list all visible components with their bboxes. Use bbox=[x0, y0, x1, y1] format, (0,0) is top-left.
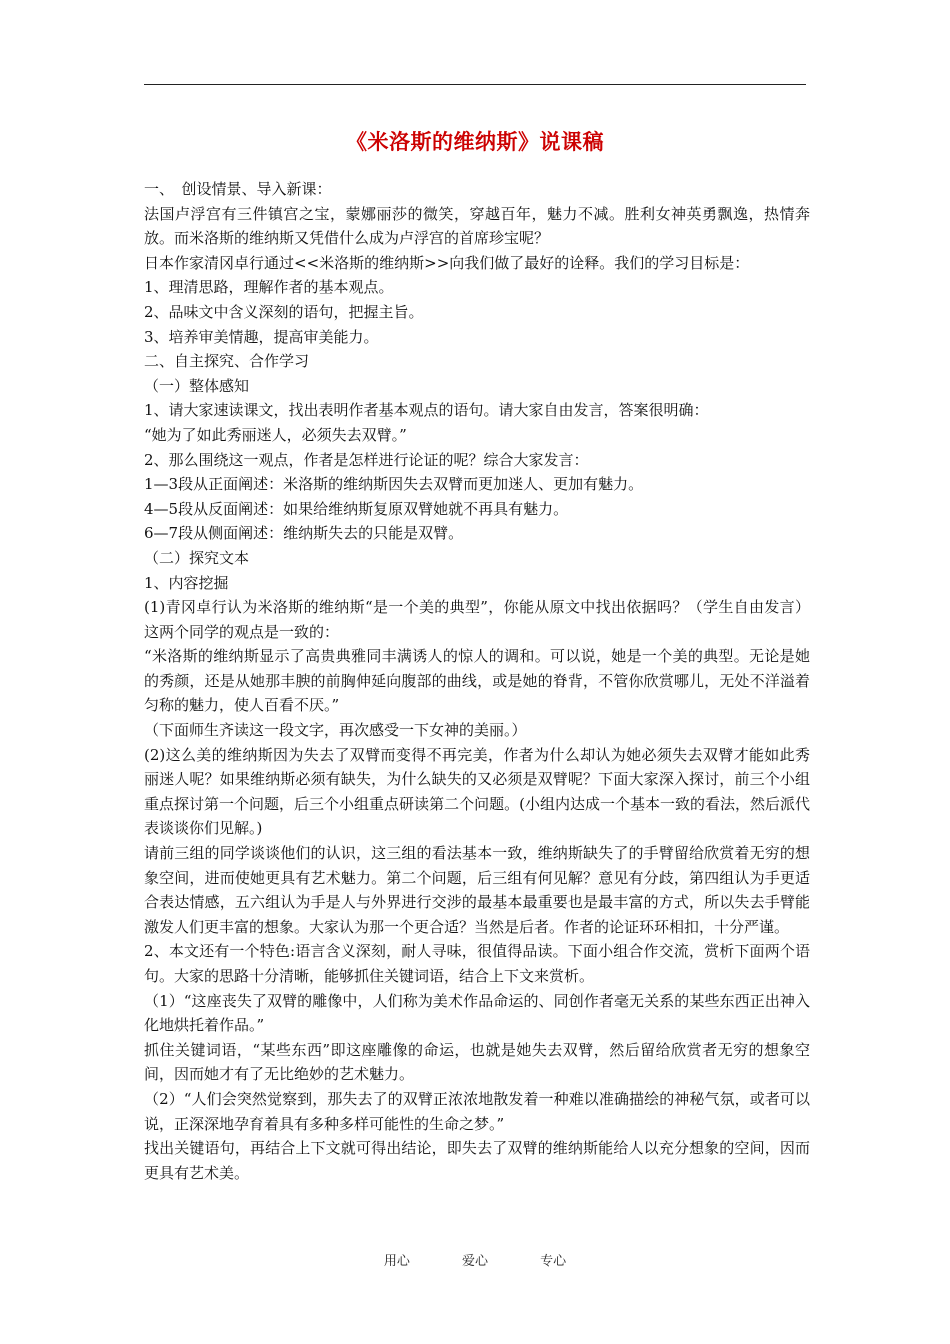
goal-item-3: 3、培养审美情趣，提高审美能力。 bbox=[144, 327, 379, 346]
paragraph: 4—5段从反面阐述：如果给维纳斯复原双臂她就不再具有魅力。 bbox=[144, 499, 569, 518]
paragraph: 1、请大家速读课文，找出表明作者基本观点的语句。请大家自由发言，答案很明确： bbox=[144, 401, 709, 420]
paragraph: 日本作家清冈卓行通过<<米洛斯的维纳斯>>向我们做了最好的诠释。我们的学习目标是： bbox=[144, 253, 750, 272]
section-heading-1: 一、 创设情景、导入新课： bbox=[144, 180, 332, 198]
paragraph: 2、本文还有一个特色:语言含义深刻，耐人寻味，很值得品读。下面小组合作交流，赏析下面两个语句。大家的思路十分清晰，能够抓住关键词语，结合上下文来赏析。 bbox=[144, 942, 810, 985]
quote: “米洛斯的维纳斯显示了高贵典雅同丰满诱人的惊人的调和。可以说，她是一个美的典型。无论是她的秀颜，还是从她那丰腴的前胸伸延向腹部的曲线，或是她的脊背，不管你欣赏哪儿，无处不洋溢着匀称的魅力，使人百看不厌。” bbox=[144, 647, 810, 715]
quote: （1）“这座丧失了双臂的雕像中，人们称为美术作品命运的、同创作者毫无关系的某些东西正出神入化地烘托着作品。” bbox=[144, 991, 810, 1035]
paragraph: (1)青冈卓行认为米洛斯的维纳斯“是一个美的典型”，你能从原文中找出依据吗？（学生自由发言）这两个同学的观点是一致的： bbox=[144, 598, 810, 641]
paragraph: 抓住关键词语，“某些东西”即这座雕像的命运，也就是她失去双臂，然后留给欣赏者无穷的想象空间，因而她才有了无比绝妙的艺术魅力。 bbox=[144, 1040, 810, 1084]
paragraph: 找出关键语句，再结合上下文就可得出结论，即失去了双臂的维纳斯能给人以充分想象的空间，因而更具有艺术美。 bbox=[144, 1139, 810, 1182]
paragraph: 6—7段从侧面阐述：维纳斯失去的只能是双臂。 bbox=[144, 524, 464, 543]
paragraph: 请前三组的同学谈谈他们的认识，这三组的看法基本一致，维纳斯缺失了的手臂留给欣赏着无穷的想象空间，进而使她更具有艺术魅力。第二个问题，后三组有何见解？意见有分歧，第四组认为手更适合表达情感，五六组认为手是人与外界进行交涉的最基本最重要也是最丰富的方式，所以失去手臂能激发人们更丰富的想象。大家认为那一个更合适？当然是后者。作者的论证环环相扣，十分严谨。 bbox=[144, 844, 810, 936]
document-title: 《米洛斯的维纳斯》说课稿 bbox=[346, 130, 604, 154]
document-body bbox=[144, 177, 810, 1185]
subsection-heading: （二）探究文本 bbox=[144, 548, 250, 567]
subsection-heading: （一）整体感知 bbox=[144, 376, 250, 395]
goal-item-2: 2、品味文中含义深刻的语句，把握主旨。 bbox=[144, 302, 424, 321]
quote: （2）“人们会突然觉察到，那失去了的双臂正浓浓地散发着一种难以准确描绘的神秘气氛，或者可以说，正深深地孕育着具有多种多样可能性的生命之梦。” bbox=[144, 1089, 810, 1133]
paragraph: (2)这么美的维纳斯因为失去了双臂而变得不再完美，作者为什么却认为她必须失去双臂才能如此秀丽迷人呢？如果维纳斯必须有缺失，为什么缺失的又必须是双臂呢？下面大家深入探讨，前三个小组重点探讨第一个问题，后三个小组重点研读第二个问题。(小组内达成一个基本一致的看法，然后派代表谈谈你们见解。) bbox=[144, 745, 810, 838]
paragraph: （下面师生齐读这一段文字，再次感受一下女神的美丽。） bbox=[144, 721, 527, 740]
paragraph: 1、内容挖掘 bbox=[144, 573, 229, 592]
page-footer bbox=[0, 1250, 950, 1269]
footer-word: 专心 bbox=[540, 1254, 567, 1269]
header-rule bbox=[144, 84, 806, 85]
quote: “她为了如此秀丽迷人，必须失去双臂。” bbox=[144, 425, 407, 444]
paragraph: 法国卢浮宫有三件镇宫之宝，蒙娜丽莎的微笑，穿越百年，魅力不减。胜利女神英勇飘逸，热情奔放。而米洛斯的维纳斯又凭借什么成为卢浮宫的首席珍宝呢？ bbox=[144, 204, 810, 248]
paragraph: 2、那么围绕这一观点，作者是怎样进行论证的呢？综合大家发言： bbox=[144, 450, 589, 469]
paragraph: 1—3段从正面阐述：米洛斯的维纳斯因失去双臂而更加迷人、更加有魅力。 bbox=[144, 475, 644, 494]
section-heading-2: 二、自主探究、合作学习 bbox=[144, 352, 310, 371]
footer-word: 用心 bbox=[383, 1254, 410, 1269]
footer-word: 爱心 bbox=[461, 1254, 488, 1269]
goal-item-1: 1、理清思路，理解作者的基本观点。 bbox=[144, 278, 394, 297]
